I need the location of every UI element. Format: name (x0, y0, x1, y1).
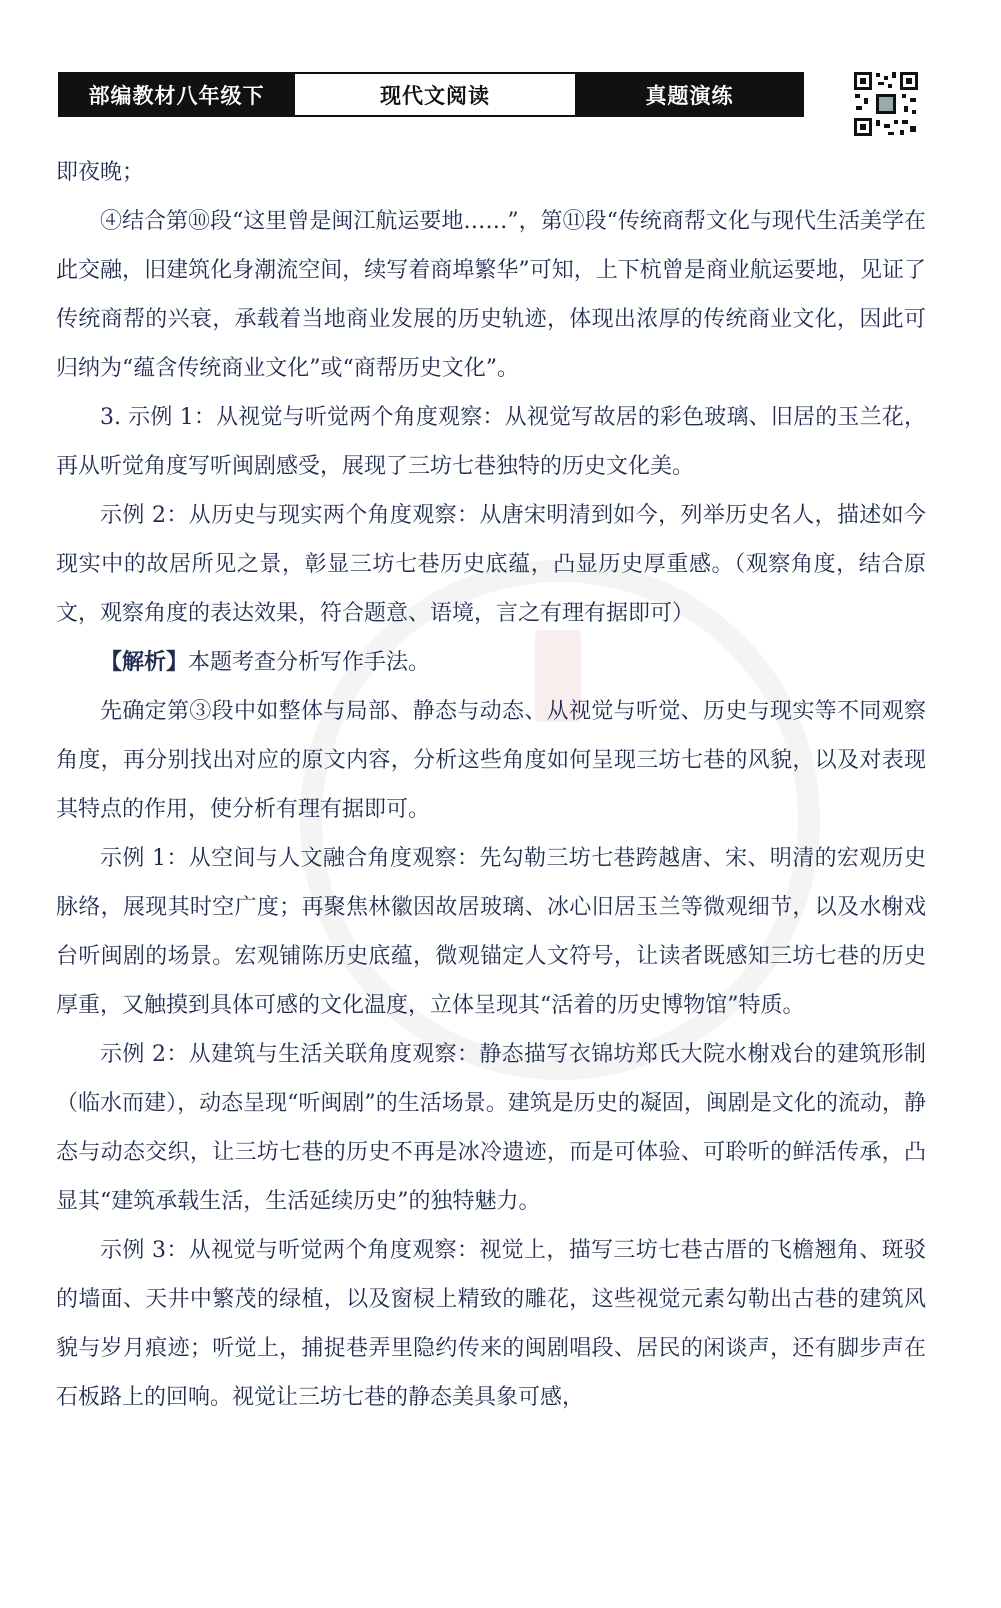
page-header (58, 72, 804, 117)
paragraph: 示例 2：从历史与现实两个角度观察：从唐宋明清到如今，列举历史名人，描述如今现实中的故居所见之景，彰显三坊七巷历史底蕴，凸显历史厚重感。（观察角度，结合原文，观察角度的表达效果，符合题意、语境，言之有理有据即可） (56, 503, 926, 626)
analysis-paragraph (56, 638, 926, 687)
analysis-tag: 【解析】 (100, 649, 189, 675)
paragraph: 示例 1：从空间与人文融合角度观察：先勾勒三坊七巷跨越唐、宋、明清的宏观历史脉络，展现其时空广度；再聚焦林徽因故居玻璃、冰心旧居玉兰等微观细节，以及水榭戏台听闽剧的场景。宏观铺陈历史底蕴，微观锚定人文符号，让读者既感知三坊七巷的历史厚重，又触摸到具体可感的文化温度，立体呈现其“活着的历史博物馆”特质。 (56, 846, 926, 1018)
paragraph: 示例 2：从建筑与生活关联角度观察：静态描写衣锦坊郑氏大院水榭戏台的建筑形制（临水而建），动态呈现“听闽剧”的生活场景。建筑是历史的凝固，闽剧是文化的流动，静态与动态交织，让三坊七巷的历史不再是冰冷遗迹，而是可体验、可聆听的鲜活传承，凸显其“建筑承载生活，生活延续历史”的独特魅力。 (56, 1042, 926, 1214)
paragraph: 3. 示例 1：从视觉与听觉两个角度观察：从视觉写故居的彩色玻璃、旧居的玉兰花，再从听觉角度写听闽剧感受，展现了三坊七巷独特的历史文化美。 (56, 405, 926, 479)
paragraph: 示例 3：从视觉与听觉两个角度观察：视觉上，描写三坊七巷古厝的飞檐翘角、斑驳的墙面、天井中繁茂的绿植，以及窗棂上精致的雕花，这些视觉元素勾勒出古巷的建筑风貌与岁月痕迹；听觉上，捕捉巷弄里隐约传来的闽剧唱段、居民的闲谈声，还有脚步声在石板路上的回响。视觉让三坊七巷的静态美具象可感， (56, 1238, 926, 1410)
header-practice-label: 真题演练 (577, 74, 802, 115)
paragraph: ④结合第⑩段“这里曾是闽江航运要地……”，第⑪段“传统商帮文化与现代生活美学在此交融，旧建筑化身潮流空间，续写着商埠繁华”可知，上下杭曾是商业航运要地，见证了传统商帮的兴衰，承载着当地商业发展的历史轨迹，体现出浓厚的传统商业文化，因此可归纳为“蕴含传统商业文化”或“商帮历史文化”。 (56, 209, 926, 381)
answer-content (56, 148, 926, 1422)
paragraph: 先确定第③段中如整体与局部、静态与动态、从视觉与听觉、历史与现实等不同观察角度，再分别找出对应的原文内容，分析这些角度如何呈现三坊七巷的风貌，以及对表现其特点的作用，使分析有理有据即可。 (56, 699, 926, 822)
header-textbook-label: 部编教材八年级下 (60, 74, 293, 115)
analysis-text: 本题考查分析写作手法。 (188, 650, 431, 675)
paragraph: 即夜晚； (56, 160, 145, 185)
qr-code-icon[interactable] (852, 70, 920, 138)
header-section-label: 现代文阅读 (293, 74, 577, 115)
